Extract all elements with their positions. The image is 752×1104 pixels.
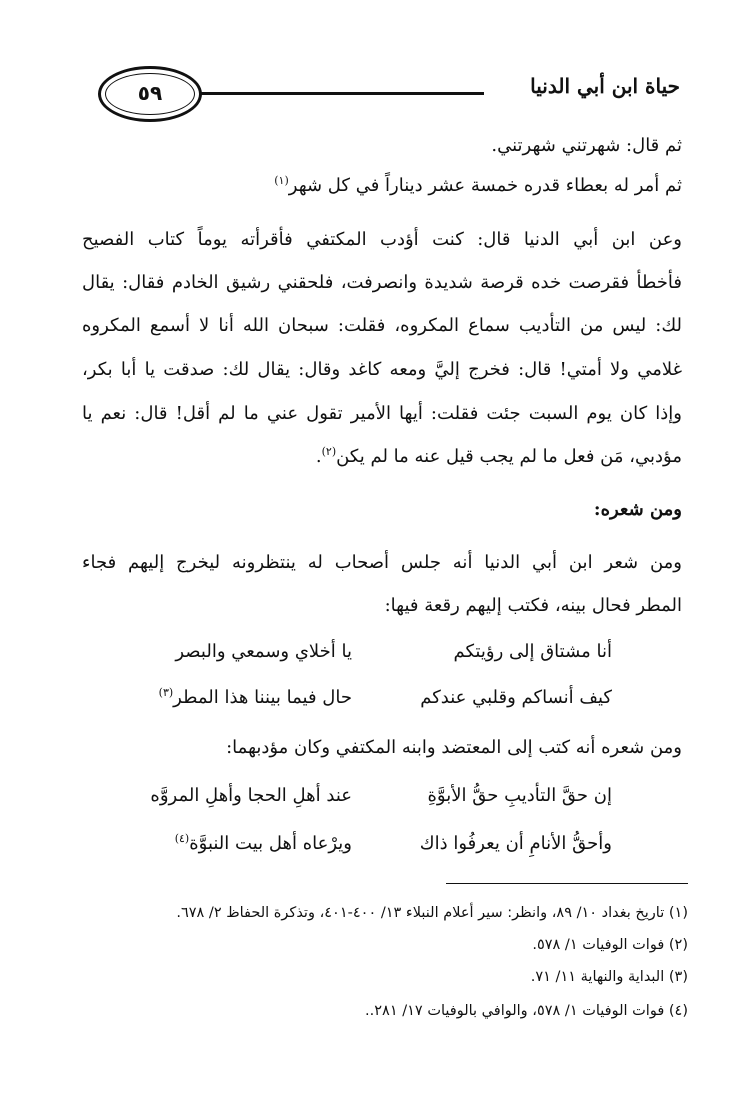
body-text: مؤدبي، مَن فعل ما لم يجب قيل عنه ما لم يكن (336, 446, 682, 467)
verse-hemistich-left (159, 684, 352, 712)
body-line: لك: ليس من التأديب سماع المكروه، فقلت: سبحان الله أنا لا أسمع المكروه (82, 315, 682, 336)
body-text: ثم قال: شهرتني شهرتني. (491, 135, 682, 156)
footnote: (٣) البداية والنهاية ١١/ ٧١. (530, 969, 688, 985)
header-rule (200, 92, 484, 95)
verse-hemistich-right: إن حقَّ التأديبِ حقُّ الأبوَّةِ (427, 785, 612, 806)
verse-line (112, 684, 612, 712)
verse-hemistich-left: يا أخلاي وسمعي والبصر (175, 641, 352, 662)
body-line: غلامي ولا أمتي! قال: فخرج إليَّ ومعه كاغد وقال: يقال لك: صدقت يا أبا بكر، (82, 359, 682, 380)
body-text: ثم أمر له بعطاء قدره خمسة عشر ديناراً في كل شهر (288, 175, 682, 196)
footnote: (٤) فوات الوفيات ١/ ٥٧٨، والوافي بالوفيات ١٧/ ٢٨١.. (365, 1003, 688, 1019)
verse-line (112, 830, 612, 858)
body-line: المطر فحال بينه، فكتب إليهم رقعة فيها: (384, 595, 682, 616)
verse-hemistich-right: أنا مشتاق إلى رؤيتكم (453, 641, 612, 662)
verse-hemistich-left: عند أهلِ الحجا وأهلِ المروَّه (150, 785, 352, 806)
page-header (88, 66, 680, 130)
footnote-ref: (١) (274, 174, 289, 187)
body-line: مؤدبي، مَن فعل ما لم يجب قيل عنه ما لم يكن$^{(٢)}$. (315, 445, 682, 467)
footnote-ref: (٣) (158, 686, 174, 699)
verse-text: حال فيما بيننا هذا المطر (173, 687, 352, 708)
verse-line (112, 638, 612, 666)
body-line (82, 172, 682, 200)
footnote: (١) تاريخ بغداد ١٠/ ٨٩، وانظر: سير أعلام النبلاء ١٣/ ٤٠٠-٤٠١، وتذكرة الحفاظ ٢/ ٦٧٨. (176, 905, 688, 921)
footnote-ref: (٢) (321, 445, 337, 458)
footnote-separator (446, 883, 688, 884)
verse-hemistich-right: كيف أنساكم وقلبي عندكم (420, 687, 612, 708)
page-number: ٥٩ (137, 81, 163, 105)
footnote: (٢) فوات الوفيات ١/ ٥٧٨. (532, 937, 688, 953)
verse-hemistich-left (175, 830, 352, 858)
section-heading: ومن شعره: (593, 499, 682, 520)
running-title: حياة ابن أبي الدنيا (530, 74, 680, 98)
body-line: ومن شعره أنه كتب إلى المعتضد وابنه المكتفي وكان مؤدبهما: (226, 737, 682, 758)
body-line: فأخطأ فقرصت خده قرصة شديدة وانصرفت، فلحقني رشيق الخادم فقال: يقال (82, 272, 682, 293)
body-line: وعن ابن أبي الدنيا قال: كنت أؤدب المكتفي فأقرأته يوماً كتاب الفصيح (82, 229, 682, 250)
page-number-frame (98, 66, 202, 122)
body-line (82, 132, 682, 160)
body-line: ومن شعر ابن أبي الدنيا أنه جلس أصحاب له ينتظرونه ليخرج إليهم فجاء (82, 552, 682, 573)
body-line: وإذا كان يوم السبت جئت فقلت: أيها الأمير تقول عني ما لم أقل! قال: نعم يا (82, 403, 682, 424)
verse-text: ويرْعاه أهل بيت النبوَّة (189, 833, 352, 854)
verse-hemistich-right: وأحقُّ الأنامِ أن يعرفُوا ذاك (419, 833, 612, 854)
verse-line (112, 782, 612, 810)
footnote-ref: (٤) (174, 832, 190, 845)
